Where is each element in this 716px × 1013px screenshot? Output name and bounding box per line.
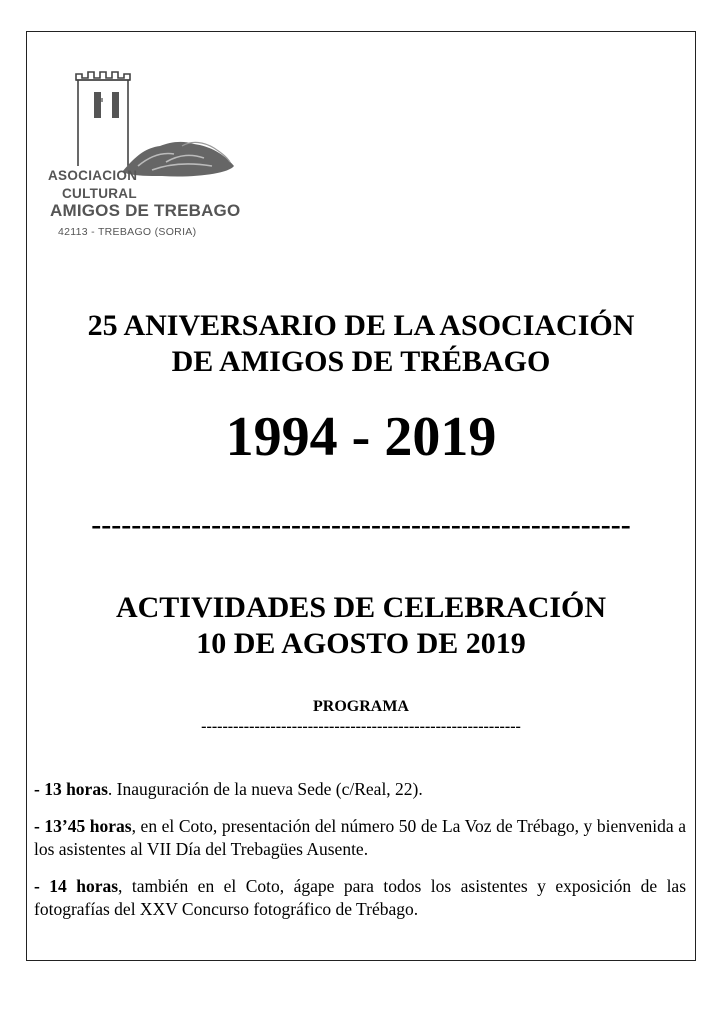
activities-heading [26, 590, 696, 662]
logo-line-2: CULTURAL [62, 186, 137, 201]
activities-heading-line-1: ACTIVIDADES DE CELEBRACIÓN [115, 591, 607, 624]
separator-small: ------------------------------------------------------------ [201, 718, 521, 735]
program-item-text: , en el Coto, presentación del número 50 de La Voz de Trébago, y bienvenida a los asistentes al VII Día del Trebagües Ausente. [34, 816, 686, 859]
programa-title: PROGRAMA [313, 698, 409, 715]
program-item-text: . Inauguración de la nueva Sede (c/Real, 22). [107, 779, 423, 799]
separator-big: ------------------------------------------------------ [91, 508, 631, 541]
logo-address: 42113 - TREBAGO (SORIA) [58, 226, 197, 238]
program-item [34, 815, 686, 861]
activities-date: 10 DE AGOSTO DE 2019 [196, 627, 526, 660]
program-list [34, 778, 686, 935]
program-item [34, 778, 686, 801]
program-item [34, 875, 686, 921]
program-item-time: - 13’45 horas [34, 816, 132, 836]
anniversary-years: 1994 - 2019 [225, 406, 497, 468]
program-item-text: , también en el Coto, ágape para todos los asistentes y exposición de las fotografías del XXV Concurso fotográfico de Trébago. [34, 876, 687, 919]
program-item-time: - 14 horas [34, 876, 119, 896]
logo-line-1: ASOCIACION [48, 168, 138, 183]
anniversary-heading [26, 308, 696, 380]
logo-line-3: AMIGOS DE TREBAGO [50, 201, 241, 220]
anniversary-heading-line-2: DE AMIGOS DE TRÉBAGO [171, 345, 551, 378]
anniversary-heading-line-1: 25 ANIVERSARIO DE LA ASOCIACIÓN [87, 309, 635, 342]
program-item-time: - 13 horas [34, 779, 108, 799]
association-logo [42, 62, 252, 242]
